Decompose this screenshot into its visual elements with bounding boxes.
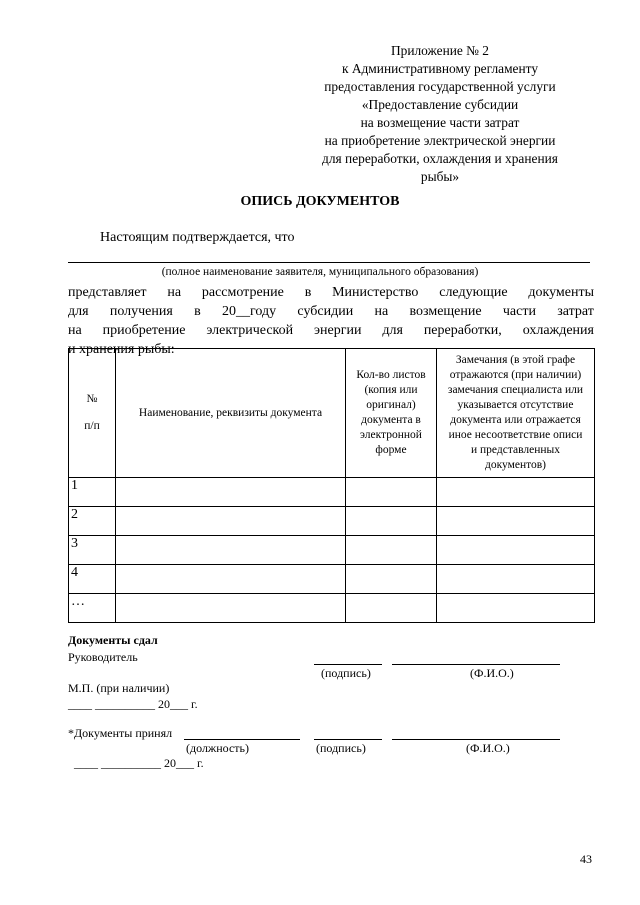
appendix-header	[290, 42, 590, 186]
remarks-cell[interactable]	[437, 565, 595, 594]
appendix-line: предоставления государственной услуги	[324, 79, 556, 94]
appendix-line: «Предоставление субсидии	[361, 97, 519, 112]
paragraph-word: и хранения рыбы:	[68, 342, 175, 357]
remarks-cell[interactable]	[437, 478, 595, 507]
appendix-line: на возмещение части затрат	[360, 115, 520, 130]
paragraph-word: субсидии	[297, 304, 354, 319]
table-row	[69, 594, 595, 623]
sheet-count-cell[interactable]	[346, 594, 437, 623]
paragraph-word: приобретение	[102, 323, 186, 338]
paragraph-word: части	[502, 304, 536, 319]
header-sheet-count-text: Кол-во листов (копия или оригинал) документа в электронной форме	[356, 369, 426, 456]
header-sheet-count	[346, 349, 437, 478]
row-number-cell: 4	[69, 565, 116, 594]
accepted-signature-line[interactable]	[314, 739, 382, 740]
accepted-date[interactable]: ____ __________ 20___ г.	[74, 756, 204, 770]
paragraph-word: Министерство	[332, 285, 419, 300]
paragraph-word: представляет	[68, 285, 147, 300]
header-number-pp: п/п	[84, 420, 100, 432]
paragraph-word: в	[304, 285, 312, 300]
accepted-fio-caption: (Ф.И.О.)	[466, 741, 510, 755]
sheet-count-cell[interactable]	[346, 478, 437, 507]
row-number-cell: 1	[69, 478, 116, 507]
paragraph-word: переработки,	[423, 323, 502, 338]
applicant-field-line[interactable]	[68, 262, 590, 263]
paragraph-word: 20__году	[222, 304, 277, 319]
seal-label: М.П. (при наличии)	[68, 681, 170, 695]
accepted-position-caption: (должность)	[186, 741, 249, 755]
submitted-date[interactable]: ____ __________ 20___ г.	[68, 697, 198, 711]
table-row	[69, 536, 595, 565]
manager-fio-caption: (Ф.И.О.)	[470, 666, 514, 680]
paragraph-word: энергии	[314, 323, 362, 338]
paragraph-word: для	[68, 304, 89, 319]
table-row	[69, 565, 595, 594]
header-number-symbol: №	[86, 393, 98, 405]
header-remarks-text: Замечания (в этой графе отражаются (при наличии) замечания специалиста или указывается отсутствие документа или отражается иное несоответствие описи и представленных документов)	[447, 354, 584, 471]
accepted-position-line[interactable]	[184, 739, 300, 740]
paragraph-word: охлаждения	[522, 323, 594, 338]
document-title: ОПИСЬ ДОКУМЕНТОВ	[240, 194, 400, 209]
remarks-cell[interactable]	[437, 594, 595, 623]
header-doc-name-text: Наименование, реквизиты документа	[138, 406, 323, 419]
table-row	[69, 507, 595, 536]
row-number-cell: 3	[69, 536, 116, 565]
accepted-label: *Документы принял	[68, 726, 173, 740]
paragraph-word: возмещение	[409, 304, 482, 319]
confirm-text: Настоящим подтверждается, что	[100, 230, 295, 245]
row-number-cell: …	[69, 594, 116, 623]
applicant-caption: (полное наименование заявителя, муниципального образования)	[161, 266, 479, 278]
paragraph-word: получения	[109, 304, 173, 319]
paragraph-line	[68, 302, 594, 321]
row-number-cell: 2	[69, 507, 116, 536]
doc-name-cell[interactable]	[116, 507, 346, 536]
paragraph-line	[68, 321, 594, 340]
sheet-count-cell[interactable]	[346, 536, 437, 565]
paragraph-word: на	[374, 304, 389, 319]
header-remarks	[437, 349, 595, 478]
sheet-count-cell[interactable]	[346, 565, 437, 594]
paragraph-word: затрат	[557, 304, 594, 319]
header-number	[69, 349, 116, 478]
paragraph-word: рассмотрение	[201, 285, 284, 300]
paragraph-word: документы	[528, 285, 594, 300]
appendix-line: к Административному регламенту	[341, 61, 539, 76]
table-body	[69, 478, 595, 623]
remarks-cell[interactable]	[437, 507, 595, 536]
remarks-cell[interactable]	[437, 536, 595, 565]
manager-signature-caption: (подпись)	[321, 666, 371, 680]
page-number: 43	[580, 852, 592, 866]
paragraph-word: электрической	[206, 323, 294, 338]
paragraph-line	[68, 283, 594, 302]
paragraph-word: для	[382, 323, 403, 338]
sheet-count-cell[interactable]	[346, 507, 437, 536]
header-doc-name	[116, 349, 346, 478]
doc-name-cell[interactable]	[116, 594, 346, 623]
paragraph-word: в	[194, 304, 201, 319]
manager-fio-line[interactable]	[392, 664, 560, 665]
doc-name-cell[interactable]	[116, 536, 346, 565]
manager-label: Руководитель	[68, 650, 138, 664]
manager-signature-line[interactable]	[314, 664, 382, 665]
appendix-line: рыбы»	[420, 169, 460, 184]
doc-name-cell[interactable]	[116, 565, 346, 594]
table-header-row	[69, 349, 595, 478]
accepted-fio-line[interactable]	[392, 739, 560, 740]
doc-name-cell[interactable]	[116, 478, 346, 507]
paragraph-word: на	[68, 323, 82, 338]
submitted-label: Документы сдал	[68, 633, 158, 647]
appendix-line: для переработки, охлаждения и хранения	[322, 151, 558, 166]
table-row	[69, 478, 595, 507]
paragraph-word: следующие	[439, 285, 508, 300]
appendix-line: Приложение № 2	[390, 43, 490, 58]
appendix-line: на приобретение электрической энергии	[324, 133, 556, 148]
documents-table	[68, 348, 595, 623]
paragraph-word: на	[167, 285, 182, 300]
accepted-signature-caption: (подпись)	[316, 741, 366, 755]
